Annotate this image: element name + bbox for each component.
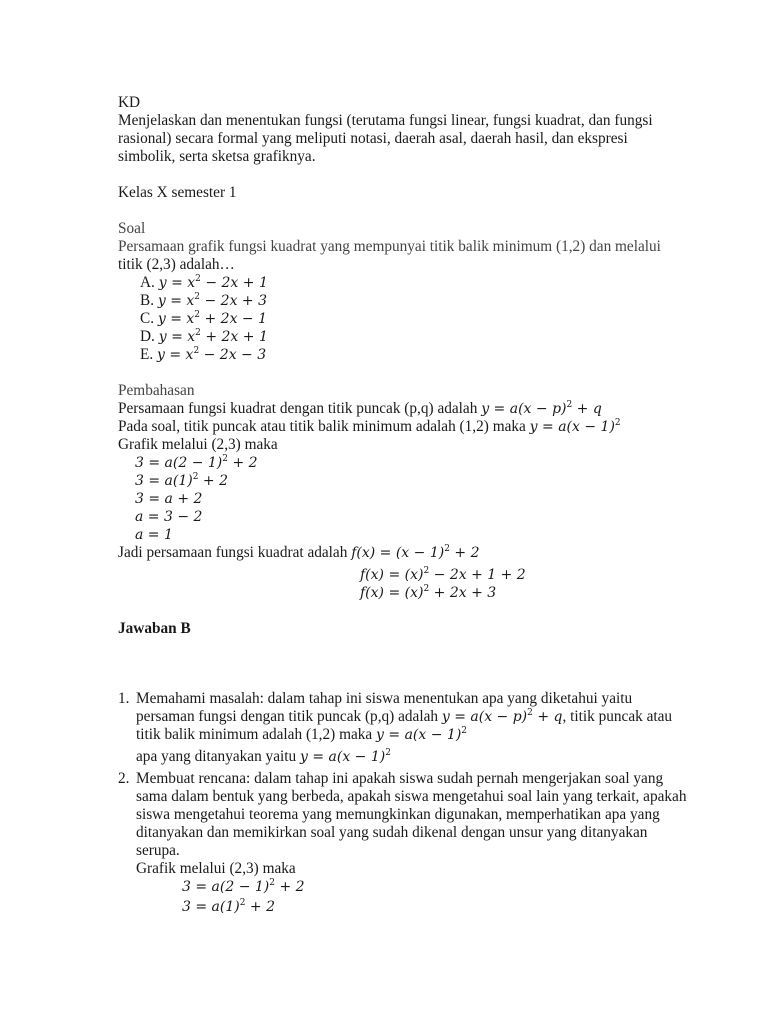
pembahasan-line bbox=[118, 418, 621, 436]
conclusion-line bbox=[118, 544, 479, 562]
pembahasan-text: Pada soal, titik puncak atau titik balik minimum adalah (1,2) maka bbox=[118, 418, 530, 435]
item2-line: siswa mengetahui teorema yang memungkinkan digunakan, memperhatikan apa yang bbox=[136, 806, 660, 823]
item1-text: titik balik minimum adalah (1,2) maka bbox=[136, 726, 377, 743]
option-e bbox=[140, 346, 266, 364]
item2-line: sama dalam bentuk yang berbeda, apakah siswa mengetahui soal lain yang terkait, apakah bbox=[136, 788, 687, 805]
item1-line bbox=[136, 726, 467, 744]
kelas-text: Kelas X semester 1 bbox=[118, 184, 237, 201]
formula-vertex: $y = a(x - p)^2 + q$ bbox=[481, 400, 602, 417]
pembahasan-heading: Pembahasan bbox=[118, 382, 195, 399]
step: $3 = a(1)^2 + 2$ bbox=[135, 472, 228, 489]
option-label: C. bbox=[140, 310, 155, 327]
pembahasan-line bbox=[118, 400, 602, 418]
item1-line bbox=[136, 708, 672, 726]
option-expr: $y = x^2 - 2x + 1$ bbox=[158, 274, 268, 291]
item1-formula: $y = a(x - p)^2 + q$ bbox=[441, 708, 563, 725]
item1-line bbox=[136, 748, 391, 766]
step: $3 = a(1)^2 + 2$ bbox=[182, 898, 275, 915]
soal-line: titik (2,3) adalah… bbox=[118, 256, 235, 273]
option-expr: $y = x^2 + 2x + 1$ bbox=[158, 328, 268, 345]
jawaban-bold: Jawaban B bbox=[118, 620, 191, 637]
option-d bbox=[140, 328, 268, 346]
formula-substituted: $y = a(x - 1)^2$ bbox=[529, 418, 621, 435]
item2-grafik: Grafik melalui (2,3) maka bbox=[136, 860, 296, 877]
option-a bbox=[140, 274, 268, 292]
item2-line: serupa. bbox=[136, 842, 180, 859]
item-number: 1. bbox=[118, 690, 130, 707]
option-expr: $y = x^2 + 2x - 1$ bbox=[157, 310, 268, 327]
jawaban-text bbox=[118, 620, 191, 638]
step: $3 = a(2 - 1)^2 + 2$ bbox=[135, 454, 258, 471]
step: a = 1 bbox=[135, 527, 173, 543]
pembahasan-line: Grafik melalui (2,3) maka bbox=[118, 436, 278, 453]
kd-heading: KD bbox=[118, 94, 141, 111]
pembahasan-text: Persamaan fungsi kuadrat dengan titik puncak (p,q) adalah bbox=[118, 400, 482, 417]
option-expr: $y = x^2 - 2x + 3$ bbox=[157, 292, 268, 309]
option-expr: $y = x^2 - 2x - 3$ bbox=[157, 346, 267, 363]
item-number: 2. bbox=[118, 770, 130, 787]
option-label: E. bbox=[140, 346, 154, 363]
item1-tail: , titik puncak atau bbox=[562, 708, 673, 725]
item1-line: Memahami masalah: dalam tahap ini siswa menentukan apa yang diketahui yaitu bbox=[136, 690, 633, 707]
option-label: A. bbox=[140, 274, 155, 291]
option-label: B. bbox=[140, 292, 155, 309]
option-b bbox=[140, 292, 267, 310]
item2-line: Membuat rencana: dalam tahap ini apakah siswa sudah pernah mengerjakan soal yang bbox=[136, 770, 664, 787]
item1-formula: $y = a(x - 1)^2$ bbox=[299, 748, 391, 765]
kd-line: rasional) secara formal yang meliputi notasi, daerah asal, daerah hasil, dan ekspresi bbox=[118, 130, 628, 147]
item2-line: ditanyakan dan memikirkan soal yang sudah dikenal dengan unsur yang ditanyakan bbox=[136, 824, 648, 841]
option-label: D. bbox=[140, 328, 155, 345]
step: a = 3 − 2 bbox=[135, 509, 203, 525]
soal-heading: Soal bbox=[118, 220, 146, 237]
conclusion-expr: $f(x) = (x - 1)^2 + 2$ bbox=[351, 544, 480, 561]
step: 3 = a + 2 bbox=[135, 491, 203, 507]
kd-line: simbolik, serta sketsa grafiknya. bbox=[118, 148, 316, 165]
step: $3 = a(2 - 1)^2 + 2$ bbox=[182, 878, 305, 895]
conclusion-cont: $f(x) = (x)^2 - 2x + 1 + 2$ bbox=[360, 566, 526, 583]
option-c bbox=[140, 310, 267, 328]
kd-line: Menjelaskan dan menentukan fungsi (terutama fungsi linear, fungsi kuadrat, dan fungsi bbox=[118, 112, 653, 129]
conclusion-cont: $f(x) = (x)^2 + 2x + 3$ bbox=[360, 584, 497, 601]
soal-line: Persamaan grafik fungsi kuadrat yang mempunyai titik balik minimum (1,2) dan melalui bbox=[118, 238, 661, 255]
item1-text: apa yang ditanyakan yaitu bbox=[136, 748, 300, 765]
item1-formula: $y = a(x - 1)^2$ bbox=[376, 726, 468, 743]
conclusion-text: Jadi persamaan fungsi kuadrat adalah bbox=[118, 544, 352, 561]
item1-text: persaman fungsi dengan titik puncak (p,q) adalah bbox=[136, 708, 442, 725]
